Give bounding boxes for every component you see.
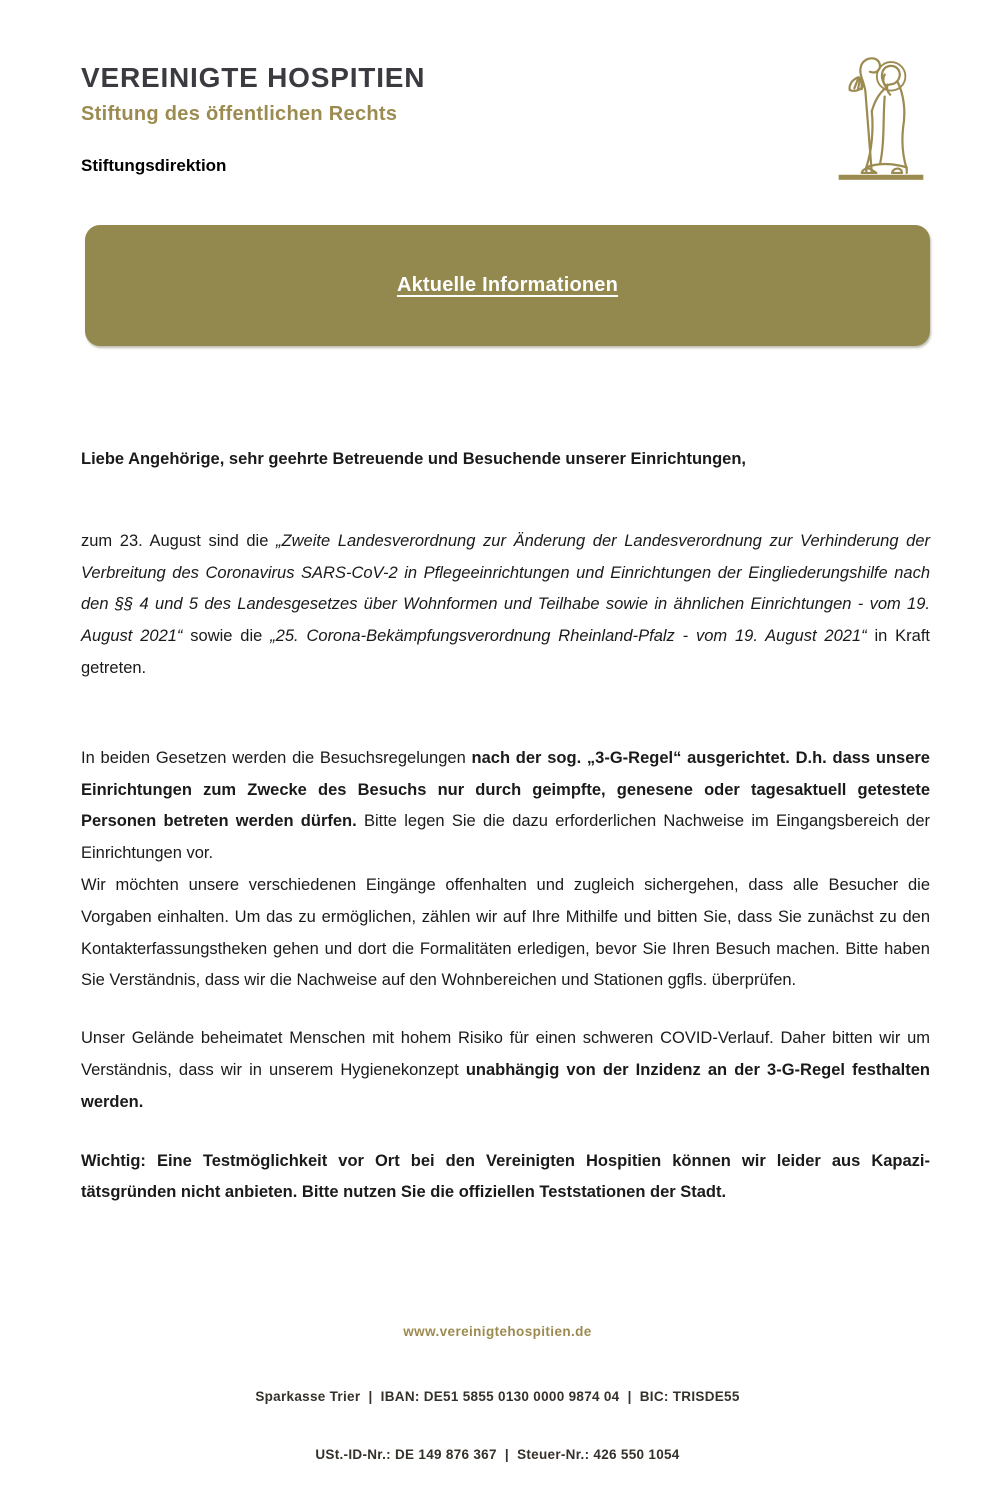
text-segment: Unser Gelände beheimatet Menschen mit hohem Risiko für einen schweren COVID-Verlauf. Daher bitten wir um Verständnis, dass wir in unserem Hygienekonzept [81,1029,930,1079]
text-segment: In beiden Gesetzen werden die Besuchsregelungen [81,748,472,767]
paragraph-important [81,1146,930,1210]
paragraph-risk [81,1023,930,1118]
paragraph-entrances [81,870,930,997]
department-label: Stiftungsdirektion [81,156,227,175]
pilgrim-logo-icon [835,42,927,187]
text-segment: „25. Corona-Bekämpfungsverordnung Rheinland-Pfalz - vom 19. August 2021“ [270,627,867,646]
text-segment: in Kraft getreten. [81,627,930,677]
bank-details: Sparkasse Trier | IBAN: DE51 5855 0130 0000 9874 04 | BIC: TRISDE55 [255,1389,740,1404]
website-url: www.vereinigtehospitien.de [403,1324,592,1339]
text-segment: „Zweite Landesverordnung zur Änderung der Landesverordnung zur Verhinderung der Verbreitung des Coronavirus SARS-CoV-2 in Pflegeeinrichtungen und Einrichtungen der Eingliederungshilfe nach den §§ 4 und 5 des Landesgesetzes über Wohnformen und Teilhabe sowie in ähnlichen Einrichtungen - vom 19. August 2021“ [81,531,930,646]
letter-footer [0,1289,995,1497]
paragraph-3g-rule [81,743,930,870]
text-segment: Bitte legen Sie die dazu erforderlichen Nachweise im Eingangsbereich der Einrichtungen vor. [81,812,930,863]
info-banner [85,225,930,346]
text-segment: nach der sog. „3-G-Regel“ ausgerichtet. D.h. dass unsere Einrichtungen zum Zwecke des Besuchs nur durch geimpfte, genesene oder tagesaktuell getestete Personen betreten werden dürfen. [81,748,930,831]
letter-body [0,444,995,1209]
greeting-line: Liebe Angehörige, sehr geehrte Betreuende und Besuchende unserer Einrichtungen, [81,450,747,468]
org-title: VEREINIGTE HOSPITIEN [81,62,426,93]
text-segment: Wichtig: Eine Testmöglichkeit vor Ort bei den Vereinigten Hospitien können wir leider aus Kapazitätsgründen nicht anbieten. Bitte nutzen Sie die offiziellen Teststationen der Stadt. [81,1151,930,1202]
letterhead-text [81,62,930,176]
text-segment: zum 23. August sind die [81,531,277,550]
org-subtitle: Stiftung des öffentlichen Rechts [81,103,398,125]
banner-title: Aktuelle Informationen [396,274,619,296]
text-segment: Wir möchten unsere verschiedenen Eingänge offenhalten und zugleich sichergehen, dass alle Besucher die Vorgaben einhalten. Um das zu ermöglichen, zählen wir auf Ihre Mithilfe und bitten Sie, dass Sie zunächst zu den Kontakterfassungstheken gehen und dort die Formalitäten erledigen, bevor Sie Ihren Besuch machen. Bitte haben Sie Verständnis, dass wir die Nachweise auf den Wohnbereichen und Stationen ggfls. überprüfen. [81,875,930,990]
paragraph-regulations [81,526,930,685]
tax-details: USt.-ID-Nr.: DE 149 876 367 | Steuer-Nr.: 426 550 1054 [315,1447,680,1462]
letterhead [0,0,995,176]
text-segment: sowie die [182,627,271,646]
text-segment: unabhängig von der Inzidenz an der 3-G-Regel festhalten werden. [81,1060,931,1111]
